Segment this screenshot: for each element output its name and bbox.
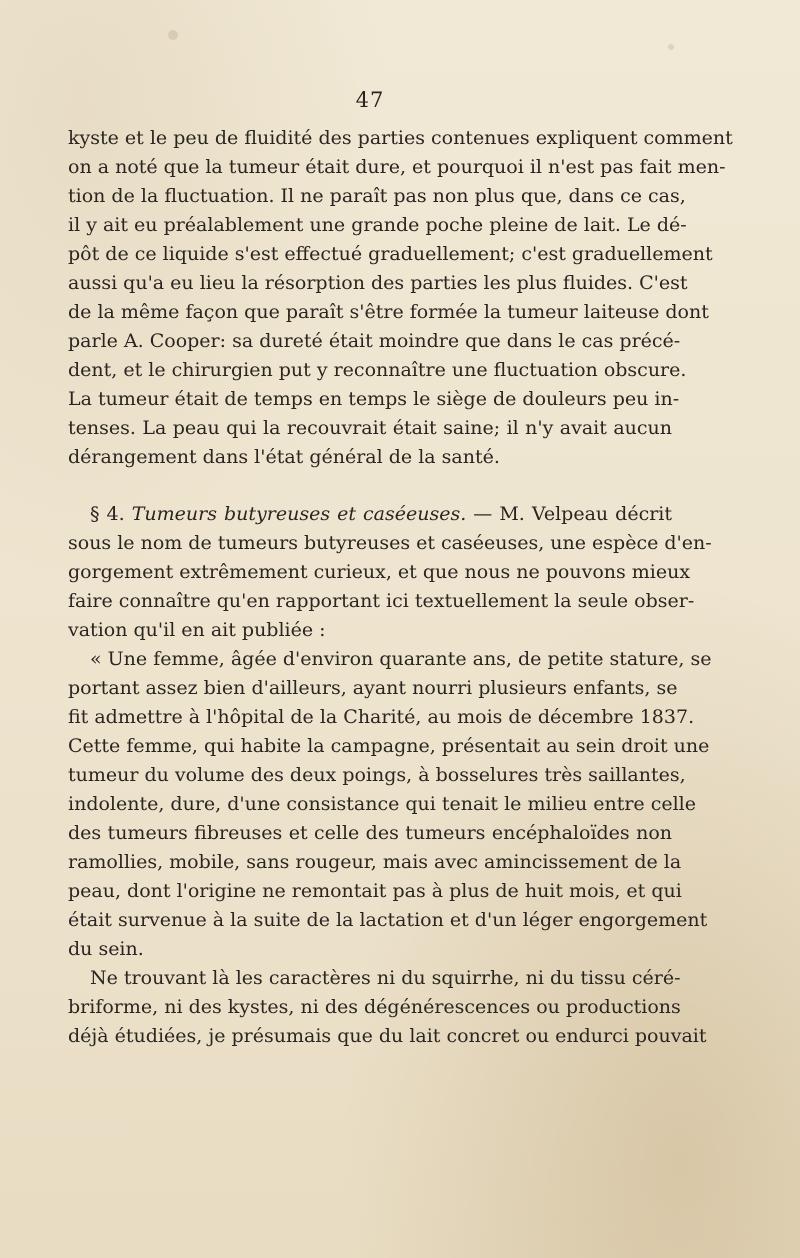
text-line: était survenue à la suite de la lactation et d'un léger engorgement bbox=[68, 909, 708, 931]
section-4 bbox=[68, 500, 712, 1051]
section-heading-line bbox=[68, 500, 672, 529]
text-line: ramollies, mobile, sans rougeur, mais avec amincissement de la bbox=[68, 851, 682, 873]
text-line: kyste et le peu de fluidité des parties contenues expliquent comment bbox=[68, 127, 733, 149]
text-line: Ne trouvant là les caractères ni du squirrhe, ni du tissu céré- bbox=[90, 967, 681, 989]
text-line: briforme, ni des kystes, ni des dégénérescences ou productions bbox=[68, 996, 681, 1018]
text-line: « Une femme, âgée d'environ quarante ans, de petite stature, se bbox=[90, 648, 712, 670]
paper-stain bbox=[668, 44, 674, 50]
text-line: on a noté que la tumeur était dure, et pourquoi il n'est pas fait men- bbox=[68, 156, 726, 178]
text-line: Cette femme, qui habite la campagne, présentait au sein droit une bbox=[68, 735, 710, 757]
paper-stain bbox=[168, 30, 178, 40]
text-line: peau, dont l'origine ne remontait pas à plus de huit mois, et qui bbox=[68, 880, 682, 902]
paragraph-continuation bbox=[68, 124, 733, 472]
text-line: fit admettre à l'hôpital de la Charité, au mois de décembre 1837. bbox=[68, 706, 695, 728]
text-line: indolente, dure, d'une consistance qui tenait le milieu entre celle bbox=[68, 793, 697, 815]
text-line: du sein. bbox=[68, 938, 144, 960]
text-line: des tumeurs fibreuses et celle des tumeurs encéphaloïdes non bbox=[68, 822, 672, 844]
text-line: déjà étudiées, je présumais que du lait concret ou endurci pouvait bbox=[68, 1025, 707, 1047]
text-line: pôt de ce liquide s'est effectué graduellement; c'est graduellement bbox=[68, 243, 713, 265]
text-line: La tumeur était de temps en temps le siège de douleurs peu in- bbox=[68, 388, 680, 410]
text-line: faire connaître qu'en rapportant ici textuellement la seule obser- bbox=[68, 590, 695, 612]
text-line: dérangement dans l'état général de la santé. bbox=[68, 446, 500, 468]
text-line: sous le nom de tumeurs butyreuses et caséeuses, une espèce d'en- bbox=[68, 532, 712, 554]
text-line: de la même façon que paraît s'être formée la tumeur laiteuse dont bbox=[68, 301, 709, 323]
text-line: vation qu'il en ait publiée : bbox=[68, 619, 326, 641]
text-line: dent, et le chirurgien put y reconnaître une fluctuation obscure. bbox=[68, 359, 687, 381]
text-line: gorgement extrêmement curieux, et que nous ne pouvons mieux bbox=[68, 561, 691, 583]
page-number: 47 bbox=[355, 88, 385, 112]
text-line: portant assez bien d'ailleurs, ayant nourri plusieurs enfants, se bbox=[68, 677, 678, 699]
text-line: il y ait eu préalablement une grande poche pleine de lait. Le dé- bbox=[68, 214, 687, 236]
section-number: § 4. bbox=[90, 503, 125, 525]
text-line: aussi qu'a eu lieu la résorption des parties les plus fluides. C'est bbox=[68, 272, 688, 294]
section-title: Tumeurs butyreuses et caséeuses. bbox=[131, 503, 467, 525]
text-line: tenses. La peau qui la recouvrait était saine; il n'y avait aucun bbox=[68, 417, 672, 439]
section-lead: — M. Velpeau décrit bbox=[473, 503, 673, 525]
text-line: tion de la fluctuation. Il ne paraît pas non plus que, dans ce cas, bbox=[68, 185, 686, 207]
text-line: tumeur du volume des deux poings, à bosselures très saillantes, bbox=[68, 764, 686, 786]
text-line: parle A. Cooper: sa dureté était moindre que dans le cas précé- bbox=[68, 330, 681, 352]
